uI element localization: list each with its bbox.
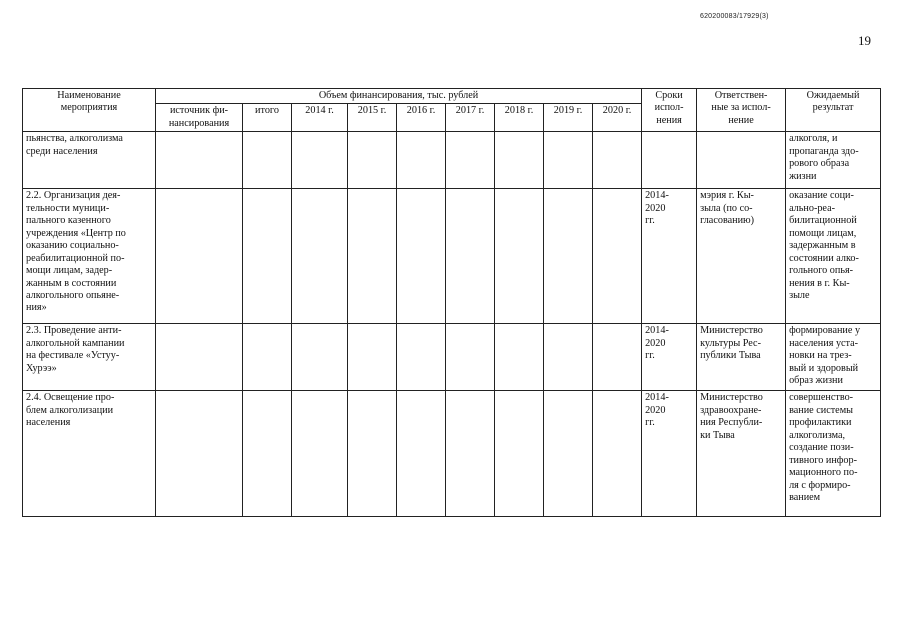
row-result: формирование у населения уста- новки на трез- вый и здоровый образ жизни — [786, 324, 881, 391]
header-total: итого — [243, 104, 292, 132]
table-row — [23, 132, 881, 189]
header-result: Ожидаемый результат — [786, 89, 881, 132]
row-result: алкоголя, и пропаганда здо- рового образа жизни — [786, 132, 881, 189]
row-name: 2.4. Освещение про- блем алкоголизации населения — [23, 391, 156, 517]
row-terms: 2014- 2020 гг. — [642, 391, 697, 517]
page-number: 19 — [858, 33, 871, 48]
row-terms: 2014- 2020 гг. — [642, 324, 697, 391]
header-financing: Объем финансирования, тыс. рублей — [156, 89, 642, 104]
table-row — [23, 189, 881, 324]
header-2016: 2016 г. — [397, 104, 446, 132]
row-terms: 2014- 2020 гг. — [642, 189, 697, 324]
row-result: оказание соци- ально-реа- билитационной помощи лицам, задержанным в состоянии алко- гольного опья- нения в г. Кы- зыле — [786, 189, 881, 324]
row-responsible: мэрия г. Кы- зыла (по со- гласованию) — [697, 189, 786, 324]
header-2019: 2019 г. — [544, 104, 593, 132]
document-number: 620200083/17929(3) — [700, 13, 769, 20]
row-responsible — [697, 132, 786, 189]
header-source: источник фи- нансирования — [156, 104, 243, 132]
header-terms: Сроки испол- нения — [642, 89, 697, 132]
header-responsible: Ответствен- ные за испол- нение — [697, 89, 786, 132]
row-responsible: Министерство здравоохране- ния Республи- ки Тыва — [697, 391, 786, 517]
row-name: пьянства, алкоголизма среди населения — [23, 132, 156, 189]
row-result: совершенство- вание системы профилактики алкоголизма, создание пози- тивного инфор- мационного по- ля с формиро- ванием — [786, 391, 881, 517]
program-table — [22, 88, 881, 517]
row-terms — [642, 132, 697, 189]
header-2015: 2015 г. — [348, 104, 397, 132]
table-row — [23, 391, 881, 517]
header-2014: 2014 г. — [292, 104, 348, 132]
header-2018: 2018 г. — [495, 104, 544, 132]
header-name: Наименование мероприятия — [23, 89, 156, 132]
row-name: 2.2. Организация дея- тельности муници- пального казенного учреждения «Центр по оказанию социально- реабилитационной по- мощи лицам, задер- жанным в состоянии алкогольного опьяне- ния» — [23, 189, 156, 324]
row-responsible: Министерство культуры Рес- публики Тыва — [697, 324, 786, 391]
table-row — [23, 324, 881, 391]
header-2017: 2017 г. — [446, 104, 495, 132]
row-name: 2.3. Проведение анти- алкогольной кампании на фестивале «Устуу- Хурээ» — [23, 324, 156, 391]
header-2020: 2020 г. — [593, 104, 642, 132]
